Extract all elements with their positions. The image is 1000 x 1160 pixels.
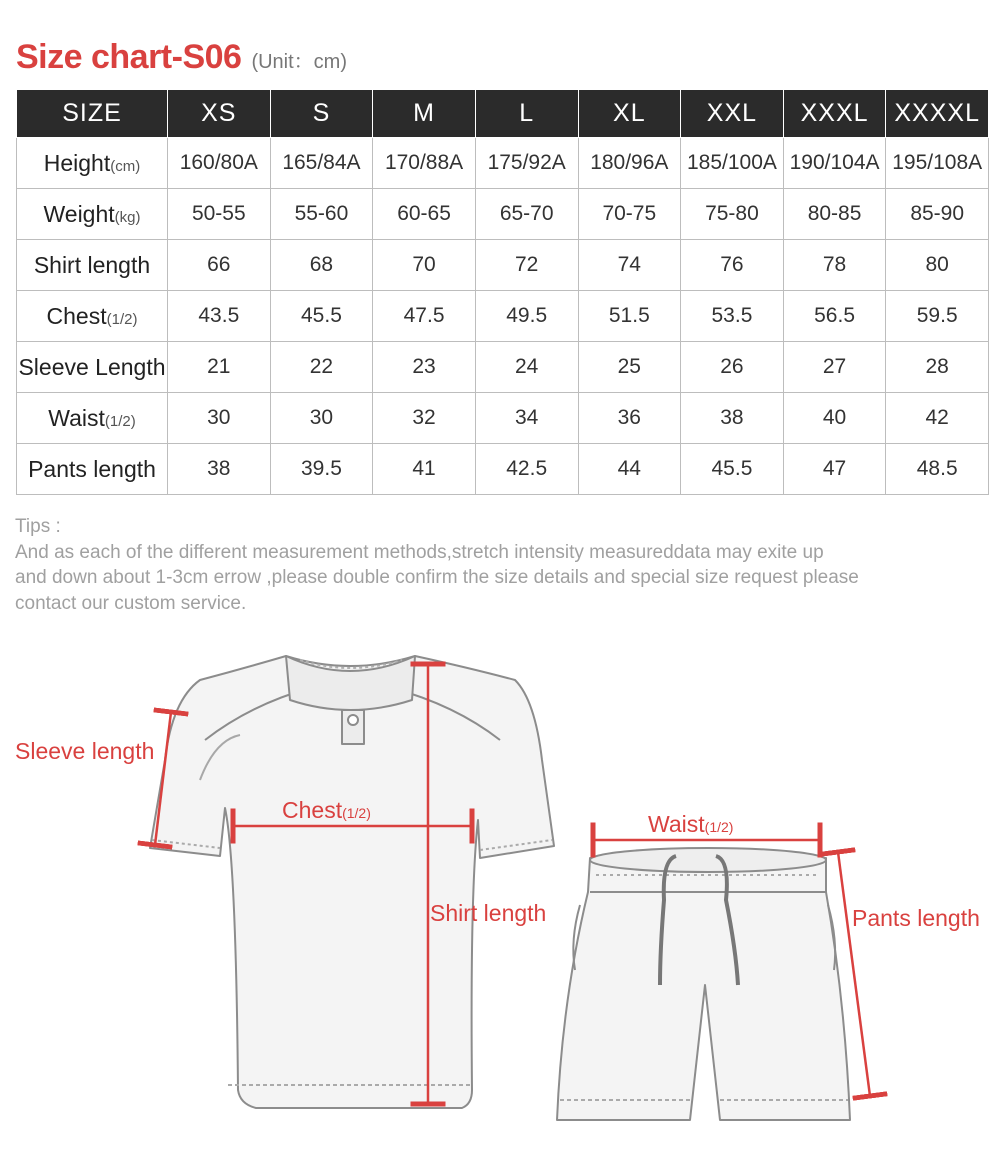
table-cell: 170/88A [373, 138, 476, 189]
waist-unit: (1/2) [704, 819, 734, 835]
waist-label: Waist [648, 811, 705, 837]
row-label-cell [17, 138, 168, 189]
table-cell: 41 [373, 444, 476, 495]
table-cell: 43.5 [168, 291, 271, 342]
table-cell: 70 [373, 240, 476, 291]
table-row [17, 138, 989, 189]
tips-line: And as each of the different measurement methods,stretch intensity measureddata may exite up [15, 541, 824, 563]
table-cell: 32 [373, 393, 476, 444]
row-unit: (1/2) [106, 310, 138, 328]
row-label: Weight [43, 200, 115, 227]
row-unit: (cm) [110, 157, 141, 175]
table-cell: 24 [475, 342, 578, 393]
tips-heading: Tips : [15, 516, 61, 537]
table-cell: 25 [578, 342, 681, 393]
table-cell: 22 [270, 342, 373, 393]
table-cell: 55-60 [270, 189, 373, 240]
table-cell: 185/100A [681, 138, 784, 189]
table-cell: 44 [578, 444, 681, 495]
col-header-s: S [270, 90, 373, 138]
col-header-xl: XL [578, 90, 681, 138]
tips-block [15, 514, 975, 616]
col-header-xxxl: XXXL [783, 90, 886, 138]
row-label-cell [17, 189, 168, 240]
table-cell: 75-80 [681, 189, 784, 240]
table-cell: 190/104A [783, 138, 886, 189]
row-label: Shirt length [33, 251, 151, 278]
table-cell: 27 [783, 342, 886, 393]
table-row [17, 393, 989, 444]
table-cell: 195/108A [886, 138, 989, 189]
shorts-illustration [557, 848, 850, 1120]
table-row [17, 342, 989, 393]
col-header-m: M [373, 90, 476, 138]
table-cell: 76 [681, 240, 784, 291]
table-cell: 49.5 [475, 291, 578, 342]
table-row [17, 444, 989, 495]
table-cell: 30 [270, 393, 373, 444]
table-cell: 74 [578, 240, 681, 291]
table-row [17, 189, 989, 240]
col-header-xs: XS [168, 90, 271, 138]
tips-line: and down about 1-3cm errow ,please double confirm the size details and special size request please [15, 567, 859, 588]
table-row [17, 240, 989, 291]
chest-label: Chest [282, 797, 343, 823]
table-cell: 28 [886, 342, 989, 393]
table-cell: 72 [475, 240, 578, 291]
chest-unit: (1/2) [342, 805, 371, 821]
shirt-length-label: Shirt length [430, 900, 547, 926]
table-cell: 85-90 [886, 189, 989, 240]
col-header-l: L [475, 90, 578, 138]
table-cell: 78 [783, 240, 886, 291]
table-cell: 34 [475, 393, 578, 444]
table-cell: 30 [168, 393, 271, 444]
row-unit: (1/2) [104, 412, 136, 430]
row-label: Waist [48, 404, 105, 431]
row-label: Pants length [28, 455, 156, 482]
tshirt-illustration [150, 656, 554, 1108]
row-label-cell [17, 444, 168, 495]
chart-header [16, 38, 347, 77]
row-unit: (kg) [114, 208, 141, 226]
table-cell: 65-70 [475, 189, 578, 240]
table-row [17, 291, 989, 342]
waist-label-group [648, 811, 733, 838]
table-cell: 42 [886, 393, 989, 444]
table-cell: 70-75 [578, 189, 681, 240]
table-cell: 60-65 [373, 189, 476, 240]
size-header-row [17, 90, 989, 138]
row-label: Sleeve Length [18, 353, 166, 380]
table-cell: 66 [168, 240, 271, 291]
table-cell: 51.5 [578, 291, 681, 342]
table-cell: 160/80A [168, 138, 271, 189]
table-cell: 23 [373, 342, 476, 393]
pants-length-label: Pants length [852, 905, 980, 931]
table-cell: 40 [783, 393, 886, 444]
garment-illustration [0, 630, 1000, 1160]
table-cell: 80 [886, 240, 989, 291]
row-label-cell [17, 342, 168, 393]
size-table-body [17, 138, 989, 495]
table-cell: 56.5 [783, 291, 886, 342]
row-label-cell [17, 240, 168, 291]
table-cell: 42.5 [475, 444, 578, 495]
table-cell: 165/84A [270, 138, 373, 189]
table-cell: 26 [681, 342, 784, 393]
table-cell: 180/96A [578, 138, 681, 189]
table-cell: 38 [168, 444, 271, 495]
size-table [16, 89, 989, 495]
table-cell: 36 [578, 393, 681, 444]
row-label-cell [17, 291, 168, 342]
table-cell: 39.5 [270, 444, 373, 495]
table-cell: 50-55 [168, 189, 271, 240]
table-cell: 47 [783, 444, 886, 495]
table-cell: 80-85 [783, 189, 886, 240]
table-cell: 48.5 [886, 444, 989, 495]
row-label: Chest [46, 302, 107, 329]
row-label: Height [43, 149, 111, 176]
table-cell: 59.5 [886, 291, 989, 342]
col-header-xxxxl: XXXXL [886, 90, 989, 138]
tips-line: contact our custom service. [15, 592, 247, 614]
table-cell: 53.5 [681, 291, 784, 342]
table-cell: 68 [270, 240, 373, 291]
table-cell: 47.5 [373, 291, 476, 342]
table-cell: 21 [168, 342, 271, 393]
table-cell: 45.5 [270, 291, 373, 342]
col-header-xxl: XXL [681, 90, 784, 138]
col-header-size: SIZE [17, 90, 168, 138]
table-cell: 38 [681, 393, 784, 444]
unit-note: (Unit：cm) [251, 51, 347, 73]
page-title: Size chart-S06 [16, 38, 242, 76]
table-cell: 175/92A [475, 138, 578, 189]
table-cell: 45.5 [681, 444, 784, 495]
sleeve-length-label: Sleeve length [15, 738, 155, 764]
chest-label-group [282, 797, 371, 824]
row-label-cell [17, 393, 168, 444]
